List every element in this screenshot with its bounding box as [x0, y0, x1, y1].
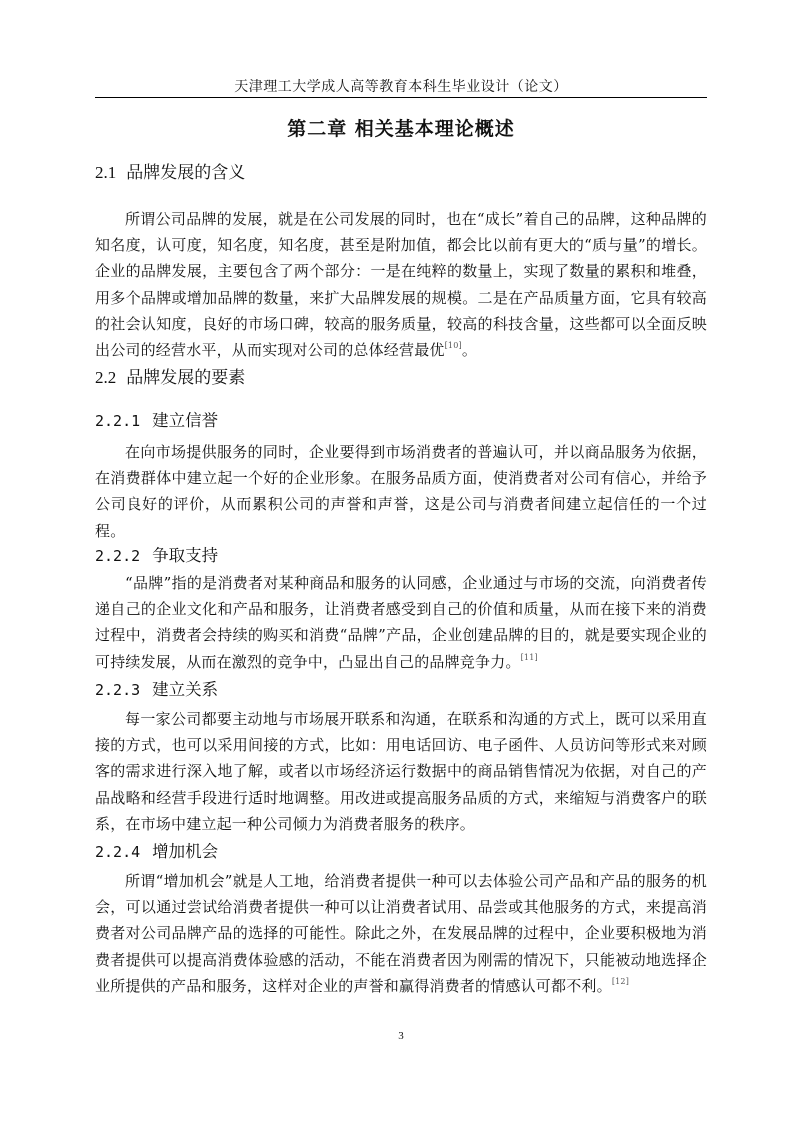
subsection-title: 增加机会: [152, 842, 219, 861]
subsection-heading-2-2-1: [95, 410, 218, 432]
paragraph-2-1: [95, 206, 707, 363]
section-heading-2-2: [95, 366, 245, 390]
section-number: 2.2: [95, 368, 117, 387]
subsection-heading-2-2-4: [95, 841, 218, 863]
citation-ref: [11]: [520, 652, 538, 662]
paragraph-2-2-3: [95, 706, 707, 837]
subsection-title: 争取支持: [152, 546, 219, 565]
section-title: 品牌发展的含义: [126, 163, 246, 183]
paragraph-text: 所谓“增加机会”就是人工地，给消费者提供一种可以去体验公司产品和产品的服务的机会，可以通过尝试给消费者提供一种可以让消费者试用、品尝或其他服务的方式，来提高消费者对公司品牌产品的选择的可能性。除此之外，在发展品牌的过程中，企业要积极地为消费者提供可以提高消费体验感的活动，不能在消费者因为刚需的情况下，只能被动地选择企业所提供的产品和服务，这样对企业的声誉和赢得消费者的情感认可都不利。: [95, 872, 707, 995]
subsection-title: 建立关系: [152, 680, 219, 699]
paragraph-text: “品牌”指的是消费者对某种商品和服务的认同感，企业通过与市场的交流，向消费者传递自己的企业文化和产品和服务，让消费者感受到自己的价值和质量，从而在接下来的消费过程中，消费者会持续的购买和消费“品牌”产品，企业创建品牌的目的，就是要实现企业的可持续发展，从而在激烈的竞争中，凸显出自己的品牌竞争力。: [95, 574, 707, 671]
section-number: 2.1: [95, 163, 117, 182]
page-number: 3: [398, 1030, 404, 1042]
section-title: 品牌发展的要素: [126, 368, 246, 388]
citation-ref: [12]: [611, 976, 630, 986]
paragraph-2-2-4: [95, 868, 707, 999]
paragraph-end: 。: [461, 341, 478, 360]
citation-ref: [10]: [444, 341, 462, 351]
running-header: 天津理工大学成人高等教育本科生毕业设计（论文）: [234, 79, 568, 95]
subsection-heading-2-2-3: [95, 679, 218, 701]
header-rule: [95, 97, 707, 98]
paragraph-text: 在向市场提供服务的同时，企业要得到市场消费者的普遍认可，并以商品服务为依据，在消费群体中建立起一个好的企业形象。在服务品质方面，使消费者对公司有信心，并给予公司良好的评价，从而累积公司的声誉和声誉，这是公司与消费者间建立起信任的一个过程。: [95, 443, 707, 540]
subsection-number: 2.2.1: [95, 412, 141, 430]
subsection-heading-2-2-2: [95, 545, 218, 567]
chapter-title: 第二章 相关基本理论概述: [287, 118, 515, 140]
subsection-number: 2.2.4: [95, 843, 141, 861]
paragraph-text: 所谓公司品牌的发展，就是在公司发展的同时，也在“成长”着自己的品牌，这种品牌的知名度，认可度，知名度，知名度，甚至是附加值，都会比以前有更大的“质与量”的增长。企业的品牌发展，主要包含了两个部分：一是在纯粹的数量上，实现了数量的累积和堆叠，用多个品牌或增加品牌的数量，来扩大品牌发展的规模。二是在产品质量方面，它具有较高的社会认知度，良好的市场口碑，较高的服务质量，较高的科技含量，这些都可以全面反映出公司的经营水平，从而实现对公司的总体经营最优: [95, 210, 707, 360]
paragraph-2-2-1: [95, 439, 707, 544]
section-heading-2-1: [95, 161, 245, 185]
subsection-title: 建立信誉: [152, 411, 219, 430]
subsection-number: 2.2.3: [95, 681, 141, 699]
paragraph-text: 每一家公司都要主动地与市场展开联系和沟通，在联系和沟通的方式上，既可以采用直接的方式，也可以采用间接的方式，比如：用电话回访、电子函件、人员访问等形式来对顾客的需求进行深入地了解，或者以市场经济运行数据中的商品销售情况为依据，对自己的产品战略和经营手段进行适时地调整。用改进或提高服务品质的方式，来缩短与消费客户的联系，在市场中建立起一种公司倾力为消费者服务的秩序。: [95, 710, 707, 833]
subsection-number: 2.2.2: [95, 547, 141, 565]
paragraph-2-2-2: [95, 570, 707, 675]
